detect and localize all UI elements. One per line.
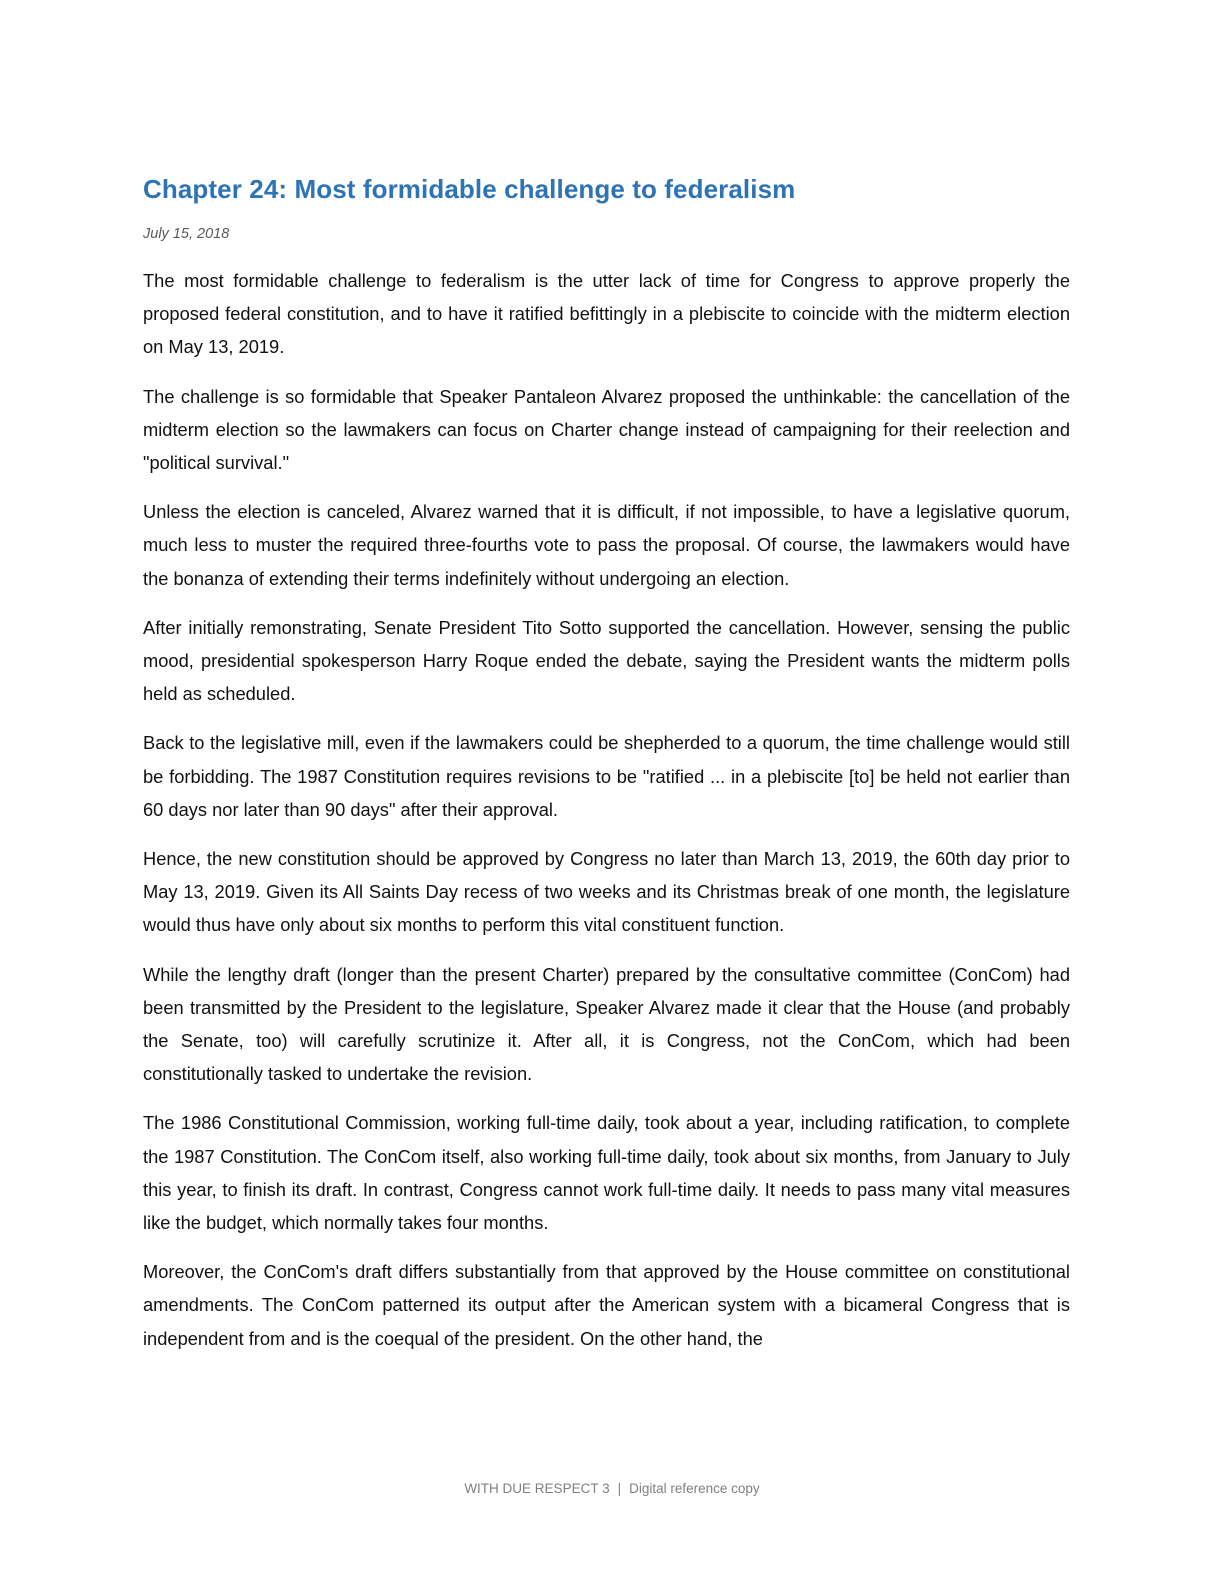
page-footer	[0, 1479, 1224, 1499]
footer-note: Digital reference copy	[629, 1481, 760, 1496]
paragraph-2: The challenge is so formidable that Speaker Pantaleon Alvarez proposed the unthinkable: the cancellation of the midterm election so the lawmakers can focus on Charter change instead of campaigning for their reelection and "political survival."	[143, 385, 1070, 474]
paragraph-9: Moreover, the ConCom's draft differs substantially from that approved by the House committee on constitutional amendments. The ConCom patterned its output after the American system with a bicameral Congress that is independent from and is the coequal of the president. On the other hand, the	[143, 1261, 1070, 1349]
paragraph-5: Back to the legislative mill, even if the lawmakers could be shepherded to a quorum, the time challenge would still be forbidding. The 1987 Constitution requires revisions to be "ratified ... in a plebiscite [to] be held not earlier than 60 days nor later than 90 days" after their approval.	[143, 732, 1070, 820]
document-page	[143, 168, 1070, 1371]
chapter-title: Chapter 24: Most formidable challenge to federalism	[143, 174, 796, 204]
paragraph-4: After initially remonstrating, Senate President Tito Sotto supported the cancellation. However, sensing the public mood, presidential spokesperson Harry Roque ended the debate, saying the President wants the midterm polls held as scheduled.	[143, 616, 1070, 705]
paragraph-8: The 1986 Constitutional Commission, working full-time daily, took about a year, including ratification, to complete the 1987 Constitution. The ConCom itself, also working full-time daily, took about six months, from January to July this year, to finish its draft. In contrast, Congress cannot work full-time daily. It needs to pass many vital measures like the budget, which normally takes four months.	[143, 1112, 1070, 1234]
publication-date: July 15, 2018	[143, 226, 230, 242]
footer-separator: |	[617, 1481, 622, 1496]
article-body	[143, 264, 1070, 1355]
paragraph-3: Unless the election is canceled, Alvarez warned that it is difficult, if not impossible, to have a legislative quorum, much less to muster the required three-fourths vote to pass the proposal. Of course, the lawmakers would have the bonanza of extending their terms indefinitely without undergoing an election.	[143, 501, 1070, 589]
paragraph-7: While the lengthy draft (longer than the present Charter) prepared by the consultative committee (ConCom) had been transmitted by the President to the legislature, Speaker Alvarez made it clear that the House (and probably the Senate, too) will carefully scrutinize it. After all, it is Congress, not the ConCom, which had been constitutionally tasked to undertake the revision.	[143, 963, 1070, 1085]
paragraph-1: The most formidable challenge to federalism is the utter lack of time for Congress to approve properly the proposed federal constitution, and to have it ratified befittingly in a plebiscite to coincide with the midterm election on May 13, 2019.	[143, 270, 1070, 358]
paragraph-6: Hence, the new constitution should be approved by Congress no later than March 13, 2019, the 60th day prior to May 13, 2019. Given its All Saints Day recess of two weeks and its Christmas break of one month, the legislature would thus have only about six months to perform this vital constituent function.	[143, 848, 1070, 936]
footer-book-title: WITH DUE RESPECT 3	[464, 1481, 610, 1496]
